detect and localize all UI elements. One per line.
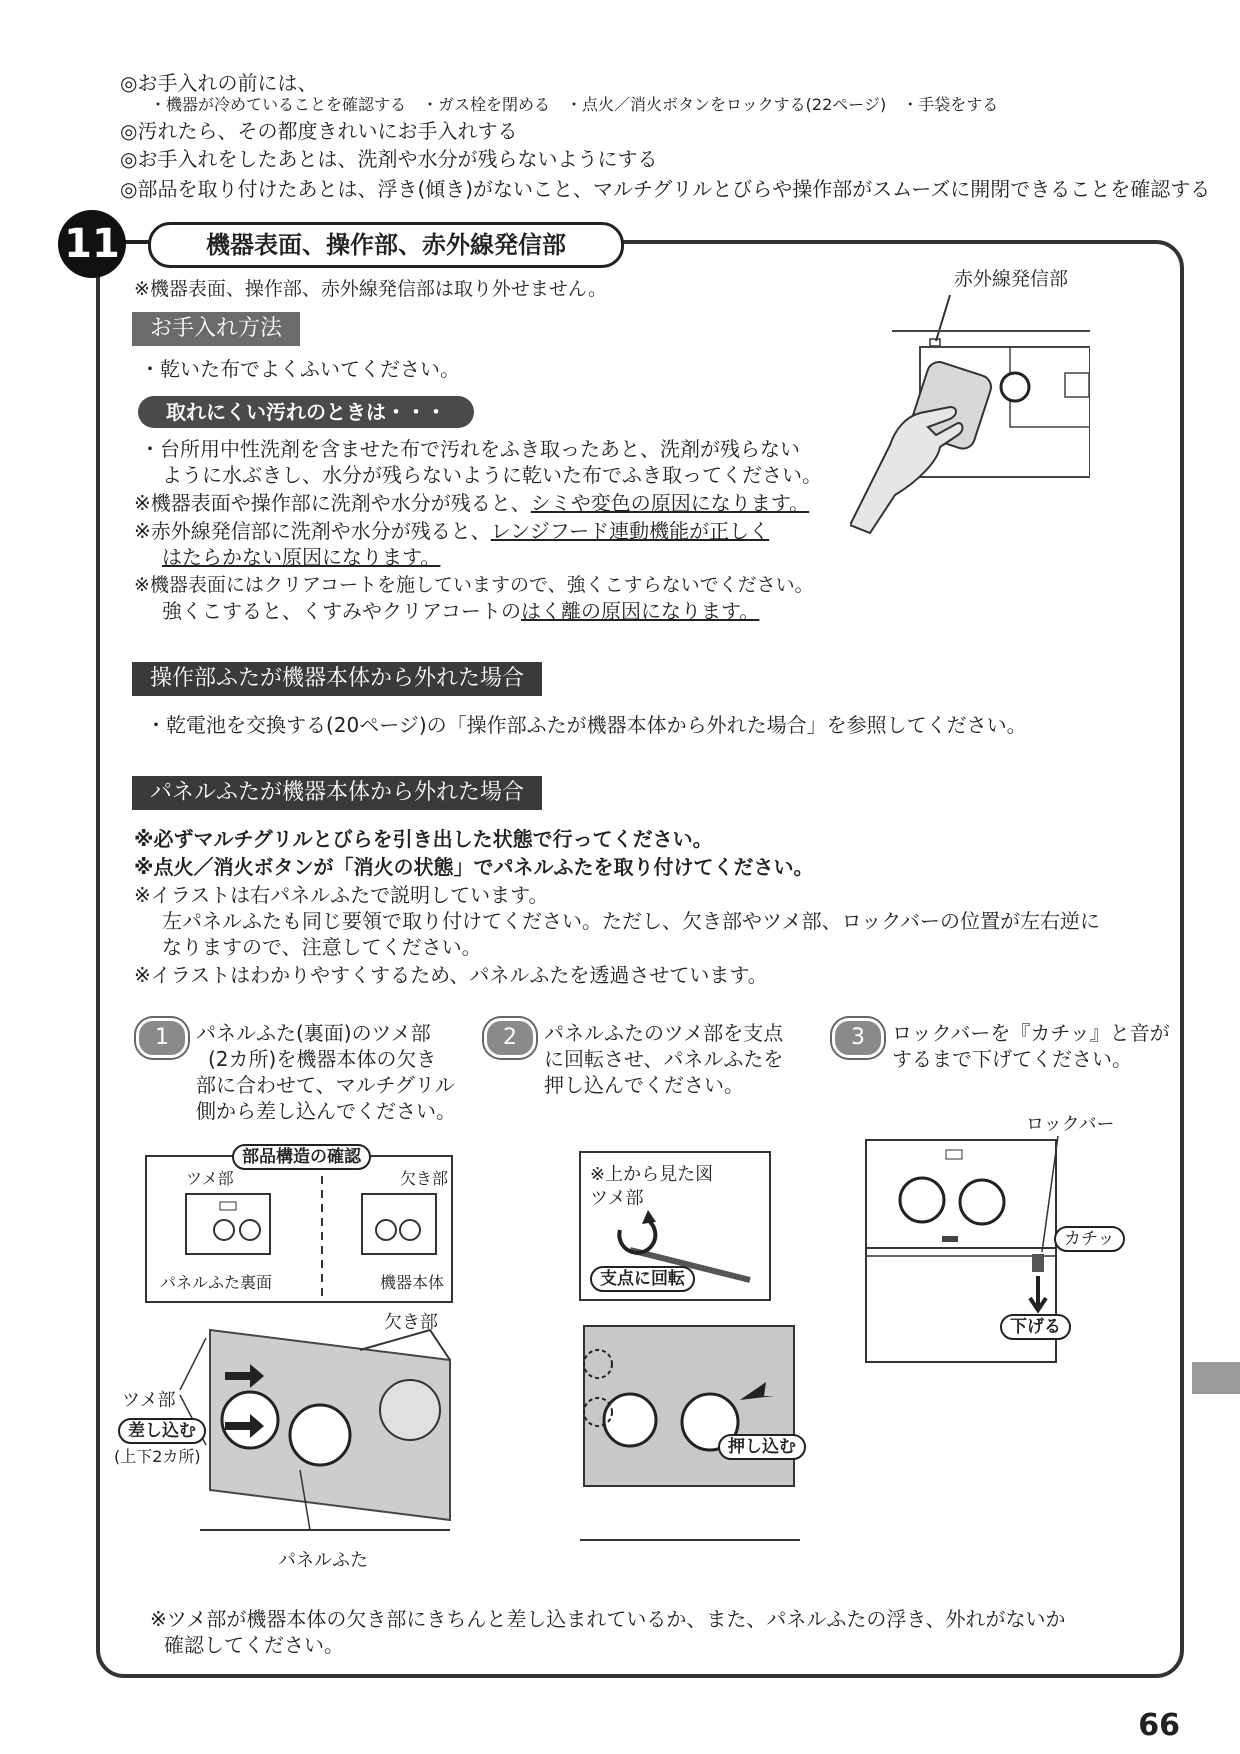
- hard-line2: ように水ぶきし、水分が残らないように乾いた布でふき取ってください。: [162, 463, 822, 487]
- care-note3b: 強くこすると、くすみやクリアコートの: [162, 599, 521, 623]
- section-title: 機器表面、操作部、赤外線発信部: [148, 222, 624, 268]
- step1-line1: パネルふた(裏面)のツメ部: [196, 1021, 431, 1045]
- panel-header: パネルふたが機器本体から外れた場合: [132, 776, 542, 810]
- intro-line1: ◎お手入れの前には、: [120, 71, 318, 95]
- ir-cleaning-illustration: [850, 295, 1090, 535]
- fig1-back: パネルふた裏面: [160, 1273, 273, 1292]
- section-number-badge: 11: [58, 210, 126, 278]
- care-note1a: ※機器表面や操作部に洗剤や水分が残ると、: [134, 491, 531, 515]
- intro-line2: ◎汚れたら、その都度きれいにお手入れする: [120, 119, 518, 143]
- care-note2b: レンジフード連動機能が正しく: [490, 519, 770, 543]
- fig1-kaki2: 欠き部: [384, 1312, 438, 1333]
- panel-note1: ※イラストは右パネルふたで説明しています。: [134, 883, 549, 907]
- section-note: ※機器表面、操作部、赤外線発信部は取り外せません。: [134, 278, 608, 300]
- fig2-push: 押し込む: [718, 1434, 806, 1460]
- care-note2c: はたらかない原因になります。: [162, 545, 441, 569]
- step1-line3: 部に合わせて、マルチグリル: [196, 1073, 455, 1097]
- panel-note2: 左パネルふたも同じ要領で取り付けてください。ただし、欠き部やツメ部、ロックバーの位置が左右逆に: [162, 909, 1100, 933]
- fig1-structure-label: 部品構造の確認: [232, 1144, 371, 1170]
- fig2-illustration: [570, 1150, 820, 1550]
- step2-line1: パネルふたのツメ部を支点: [544, 1021, 784, 1045]
- step2-line2: に回転させ、パネルふたを: [544, 1047, 784, 1071]
- step3-number: 3: [832, 1018, 884, 1058]
- step2-line3: 押し込んでください。: [544, 1073, 744, 1097]
- fig1-tsume: ツメ部: [186, 1169, 234, 1188]
- footer-note2: 確認してください。: [164, 1633, 344, 1657]
- fig2-top-view: ※上から見た図: [590, 1164, 714, 1185]
- panel-bold1: ※必ずマルチグリルとびらを引き出した状態で行ってください。: [134, 827, 713, 851]
- fig1-tsume2: ツメ部: [122, 1390, 176, 1411]
- hard-dirt-header: 取れにくい汚れのときは・・・: [138, 396, 474, 428]
- intro-line4: ◎部品を取り付けたあとは、浮き(傾き)がないこと、マルチグリルとびらや操作部がスムーズに開閉できることを確認する: [120, 177, 1211, 201]
- care-note3: [162, 598, 759, 624]
- panel-note4: ※イラストはわかりやすくするため、パネルふたを透過させています。: [134, 963, 768, 987]
- fig1-kaki: 欠き部: [400, 1169, 449, 1188]
- fig1-insert-sub: (上下2カ所): [114, 1447, 201, 1466]
- fig2-tsume: ツメ部: [590, 1188, 644, 1209]
- op-cover-header: 操作部ふたが機器本体から外れた場合: [132, 662, 542, 696]
- care-note3a: ※機器表面にはクリアコートを施していますので、強くこすらないでください。: [134, 574, 814, 596]
- step1-number: 1: [136, 1018, 188, 1058]
- care-note2a: ※赤外線発信部に洗剤や水分が残ると、: [134, 519, 491, 543]
- fig1-illustration: [110, 1140, 490, 1560]
- care-note1b: シミや変色の原因になります。: [530, 491, 810, 515]
- intro-line1-sub: ・機器が冷めていることを確認する ・ガス栓を閉める ・点火／消火ボタンをロックする(22ページ) ・手袋をする: [150, 95, 999, 114]
- fig1-panel: パネルふた: [278, 1550, 368, 1571]
- hard-line1: ・台所用中性洗剤を含ませた布で汚れをふき取ったあと、洗剤が残らない: [140, 437, 800, 461]
- footer-note1: ※ツメ部が機器本体の欠き部にきちんと差し込まれているか、また、パネルふたの浮き、外れがないか: [150, 1607, 1066, 1631]
- step2-number: 2: [484, 1018, 536, 1058]
- step1-line2: (2カ所)を機器本体の欠き: [208, 1047, 437, 1071]
- fig3-lower: 下げる: [1000, 1314, 1071, 1340]
- fig1-insert: 差し込む: [118, 1418, 206, 1444]
- ir-label: 赤外線発信部: [954, 268, 1069, 290]
- page-number: 66: [1138, 1708, 1180, 1743]
- step3-line1: ロックバーを『カチッ』と音が: [892, 1021, 1170, 1045]
- fig3-click: カチッ: [1054, 1226, 1125, 1252]
- page-side-tab: [1192, 1362, 1240, 1394]
- op-cover-text: ・乾電池を交換する(20ページ)の「操作部ふたが機器本体から外れた場合」を参照してください。: [146, 713, 1027, 737]
- intro-line3: ◎お手入れをしたあとは、洗剤や水分が残らないようにする: [120, 147, 658, 171]
- panel-bold2: ※点火／消火ボタンが「消火の状態」でパネルふたを取り付けてください。: [134, 855, 814, 879]
- care-text: ・乾いた布でよくふいてください。: [140, 357, 460, 381]
- care-note2: [134, 518, 769, 544]
- fig1-body: 機器本体: [380, 1273, 445, 1292]
- care-note1: [134, 490, 809, 516]
- fig2-rotate: 支点に回転: [590, 1266, 695, 1292]
- fig3-lock-bar-label: ロックバー: [1026, 1114, 1115, 1135]
- step1-line4: 側から差し込んでください。: [196, 1099, 456, 1123]
- panel-note3: なりますので、注意してください。: [162, 935, 482, 959]
- care-note3c: はく離の原因になります。: [521, 599, 760, 623]
- care-header: お手入れ方法: [132, 312, 300, 346]
- step3-line2: するまで下げてください。: [892, 1047, 1132, 1071]
